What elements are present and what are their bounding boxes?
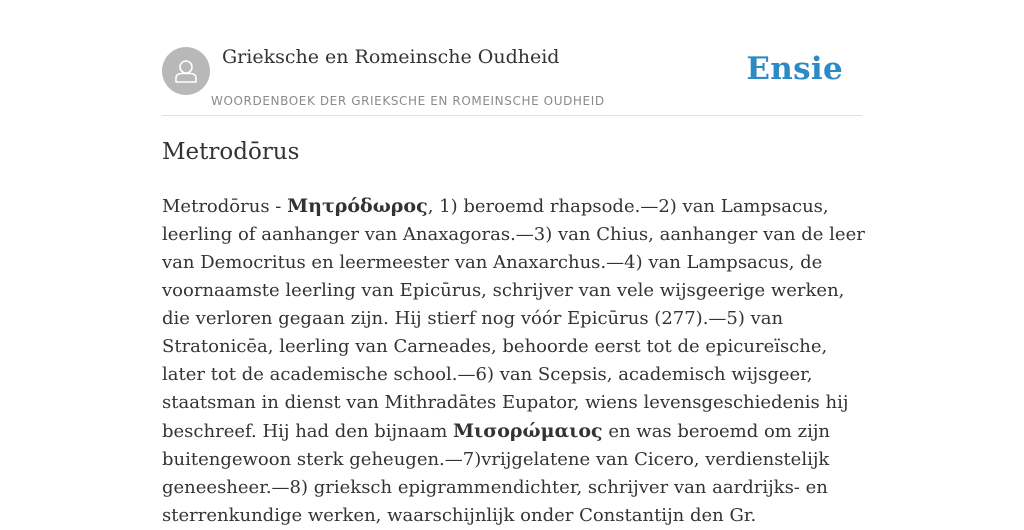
greek-nickname: Μισορώμαιος: [452, 420, 603, 442]
entry-separator: -: [269, 196, 288, 217]
header: [162, 0, 862, 116]
entry-text-part-2: en was beroemd om zijn buitengewoon sterk geheugen.—7)vrijgelatene van Cicero, verdienstelijk geneesheer.—8) grieksch epigrammendichter, schrijver van aardrijks- en sterrenkundige werken, waarschijnlijk onder Constantijn den Gr.: [162, 421, 831, 526]
entry-body: [162, 192, 872, 530]
user-outline-icon: [171, 56, 201, 86]
greek-name: Μητρόδωρος: [287, 195, 428, 217]
entry-text-part-1: , 1) beroemd rhapsode.—2) van Lampsacus, leerling of aanhanger van Anaxagoras.—3) van Chius, aanhanger van de leer van Democritus en leermeester van Anaxarchus.—4) van Lampsacus, de voornaamste leerling van Epicūrus, schrijver van vele wijsgeerige werken, die verloren gegaan zijn. Hij stierf nog vóór Epicūrus (277).—5) van Stratonicēa, leerling van Carneades, behoorde eerst tot de epicureïsche, later tot de academische school.—6) van Scepsis, academisch wijsgeer, staatsman in dienst van Mithradātes Eupator, wiens levensgeschiedenis hij beschreef. Hij had den bijnaam: [162, 196, 865, 442]
page: [162, 0, 865, 526]
dictionary-subtitle: WOORDENBOEK DER GRIEKSCHE EN ROMEINSCHE OUDHEID: [211, 94, 605, 108]
entry-term: Metrodōrus: [162, 196, 270, 217]
dictionary-title[interactable]: Grieksche en Romeinsche Oudheid: [222, 46, 560, 68]
brand-logo-link[interactable]: Ensie: [746, 51, 843, 87]
avatar[interactable]: [162, 47, 210, 95]
entry-title: Metrodōrus: [162, 139, 300, 165]
